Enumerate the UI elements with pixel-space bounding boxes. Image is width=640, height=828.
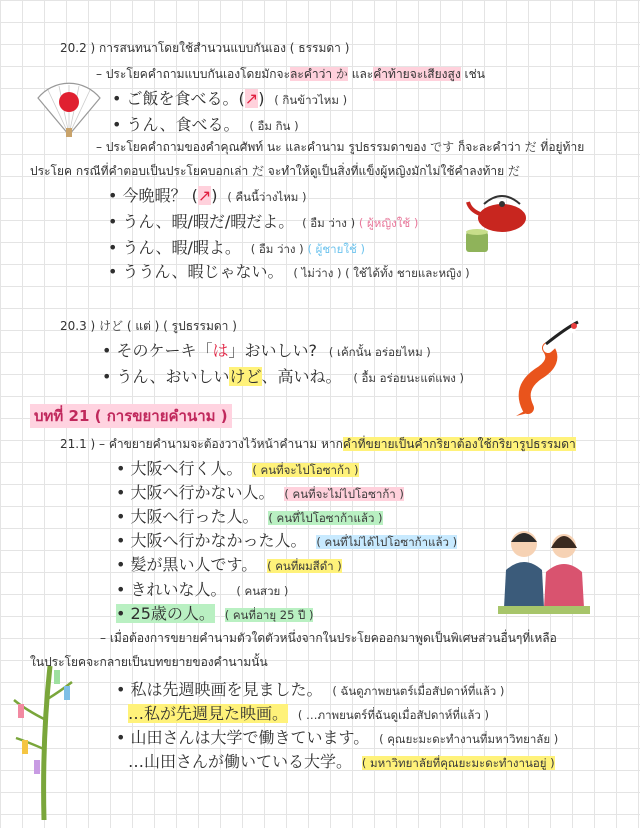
example-yamada-2 — [128, 752, 555, 772]
example-jp: • きれいな人。 — [116, 580, 227, 599]
example-jp: • 髪が黒い人です。 — [116, 555, 258, 574]
example-th: ( เค้กนั้น อร่อยไหม ) — [328, 345, 431, 359]
section-21-1-heading — [60, 436, 576, 452]
example-un-taberu — [112, 115, 299, 135]
example-osaka-2 — [116, 483, 404, 503]
example-jp: 」おいしい? — [228, 341, 318, 360]
example-jp: 、高いね。 — [261, 367, 342, 386]
usage-note: ( ผู้ชายใช้ ) — [307, 242, 365, 256]
lesson-21-title: บทที่ 21 ( การขยายคำนาม ) — [30, 404, 232, 428]
highlight-drop-ka: ละคำว่า か — [290, 67, 348, 81]
example-th: ( คนที่ผมสีดำ ) — [267, 559, 342, 573]
example-th: ( คนที่ไม่ได้ไปโอซาก้าแล้ว ) — [316, 535, 458, 549]
example-eiga-1 — [116, 680, 504, 700]
note-na-adjective-cont: ประโยค กรณีที่คำตอบเป็นประโยคบอกเล่า だ จะทำให้ดูเป็นสิ่งที่แข็งผู้หญิงมักไม่ใช้คำลงท้าย だ — [30, 164, 520, 178]
example-th: ( คนที่อายุ 25 ปี ) — [224, 608, 314, 622]
example-th: ( …ภาพยนตร์ที่ฉันดูเมื่อสัปดาห์ที่แล้ว ) — [297, 708, 489, 722]
example-jp: …山田さんが働いている大学。 — [128, 752, 353, 771]
section-20-3-heading: 20.3 ) けど ( แต่ ) ( รูปธรรมดา ) — [60, 319, 237, 333]
rising-arrow-icon: ↗ — [197, 186, 212, 205]
example-konban — [108, 186, 307, 206]
example-th: ( อืม กิน ) — [249, 119, 299, 133]
example-jp: • うん、暇/暇だ/暇だよ。 — [108, 212, 295, 231]
note-na-adjective: – ประโยคคำถามของคำคุณศัพท์ นะ และคำนาม รูปธรรมดาของ です ก็จะละคำว่า だ ที่อยู่ท้าย — [96, 140, 585, 154]
example-osaka-1 — [116, 459, 359, 479]
note-noun-modifier-cont: ในประโยคจะกลายเป็นบทขยายของคำนามนั้น — [30, 655, 268, 669]
rising-arrow-icon: ↗ — [244, 89, 259, 108]
example-th: ( อื้ม อร่อยนะแต่แพง ) — [353, 371, 465, 385]
section-20-2-heading: 20.2 ) การสนทนาโดยใช้สำนวนแบบกันเอง ( ธรรมดา ) — [60, 41, 350, 55]
example-eiga-2 — [128, 704, 489, 724]
example-jp: …私が先週見た映画。 — [128, 704, 289, 723]
example-yamada-1 — [116, 728, 558, 748]
usage-note: ( ผู้หญิงใช้ ) — [358, 216, 419, 230]
example-jp: • 私は先週映画を見ました。 — [116, 680, 323, 699]
example-jp: • 山田さんは大学で働きています。 — [116, 728, 370, 747]
example-jp: ) — [258, 89, 265, 108]
highlight-plain-form: คำที่ขยายเป็นคำกริยาต้องใช้กริยารูปธรรมดา — [342, 437, 576, 451]
example-gohan — [112, 89, 347, 109]
example-jp: • 大阪へ行った人。 — [116, 507, 259, 526]
example-th: ( มหาวิทยาลัยที่คุณยะมะดะทำงานอยู่ ) — [361, 756, 555, 770]
example-th: ( กินข้าวไหม ) — [274, 93, 348, 107]
note-text: 21.1 ) – คำขยายคำนามจะต้องวางไว้หน้าคำนาม หาก — [60, 437, 343, 451]
note-casual-question — [96, 66, 485, 82]
example-th: ( อืม ว่าง ) — [302, 216, 356, 230]
example-jp: • うん、おいしい — [102, 367, 230, 386]
example-osaka-4 — [116, 531, 457, 551]
example-th: ( ไม่ว่าง ) ( ใช้ได้ทั้ง ชายและหญิง ) — [293, 266, 470, 280]
example-th: ( คนสวย ) — [236, 584, 289, 598]
koi-fish-icon — [508, 318, 588, 416]
example-hima-neg — [108, 262, 470, 282]
example-jp: • 今晩暇？ ( — [108, 186, 198, 205]
teapot-icon — [462, 192, 538, 258]
example-th: ( คนที่จะไม่ไปโอซาก้า ) — [284, 487, 404, 501]
note-text: – ประโยคคำถามแบบกันเองโดยมักจะ — [96, 67, 291, 81]
example-jp: • ううん、暇じゃない。 — [108, 262, 284, 281]
example-th: ( คนที่ไปโอซาก้าแล้ว ) — [268, 511, 383, 525]
tanabata-bamboo-icon — [6, 660, 76, 820]
particle-wa: は — [212, 341, 229, 360]
example-jp: • うん、食べる。 — [112, 115, 240, 134]
example-jp: • ご飯を食べる。( — [112, 89, 245, 108]
example-kedo — [102, 367, 464, 387]
note-noun-modifier: – เมื่อต้องการขยายคำนามตัวใดตัวหนึ่งจากในประโยคออกมาพูดเป็นพิเศษส่วนอื่นๆที่เหลือ — [100, 631, 557, 645]
tea-couple-icon — [498, 526, 590, 614]
example-kirei — [116, 580, 288, 600]
example-kami — [116, 555, 342, 575]
example-jp: • そのケーキ「 — [102, 341, 213, 360]
example-jp: • 大阪へ行かなかった人。 — [116, 531, 307, 550]
example-jp: • 25歳の人。 — [116, 604, 215, 623]
example-age — [116, 604, 313, 624]
example-hima-female — [108, 212, 418, 232]
example-jp: • 大阪へ行く人。 — [116, 459, 243, 478]
example-osaka-3 — [116, 507, 383, 527]
japanese-fan-icon — [34, 80, 104, 140]
example-cake — [102, 341, 431, 361]
example-th: ( คนที่จะไปโอซาก้า ) — [252, 463, 359, 477]
note-text: และ — [347, 67, 374, 81]
example-th: ( ฉันดูภาพยนตร์เมื่อสัปดาห์ที่แล้ว ) — [332, 684, 505, 698]
example-th: ( อืม ว่าง ) — [250, 242, 304, 256]
example-jp: ) — [211, 186, 218, 205]
example-jp: • うん、暇/暇よ。 — [108, 238, 241, 257]
highlight-kedo: けど — [229, 367, 262, 386]
highlight-rising-tone: คำท้ายจะเสียงสูง — [373, 67, 461, 81]
example-th: ( คืนนี้ว่างไหม ) — [227, 190, 307, 204]
note-text: เช่น — [460, 67, 485, 81]
example-hima-male — [108, 238, 365, 258]
example-th: ( คุณยะมะดะทำงานที่มหาวิทยาลัย ) — [379, 732, 559, 746]
example-jp: • 大阪へ行かない人。 — [116, 483, 275, 502]
